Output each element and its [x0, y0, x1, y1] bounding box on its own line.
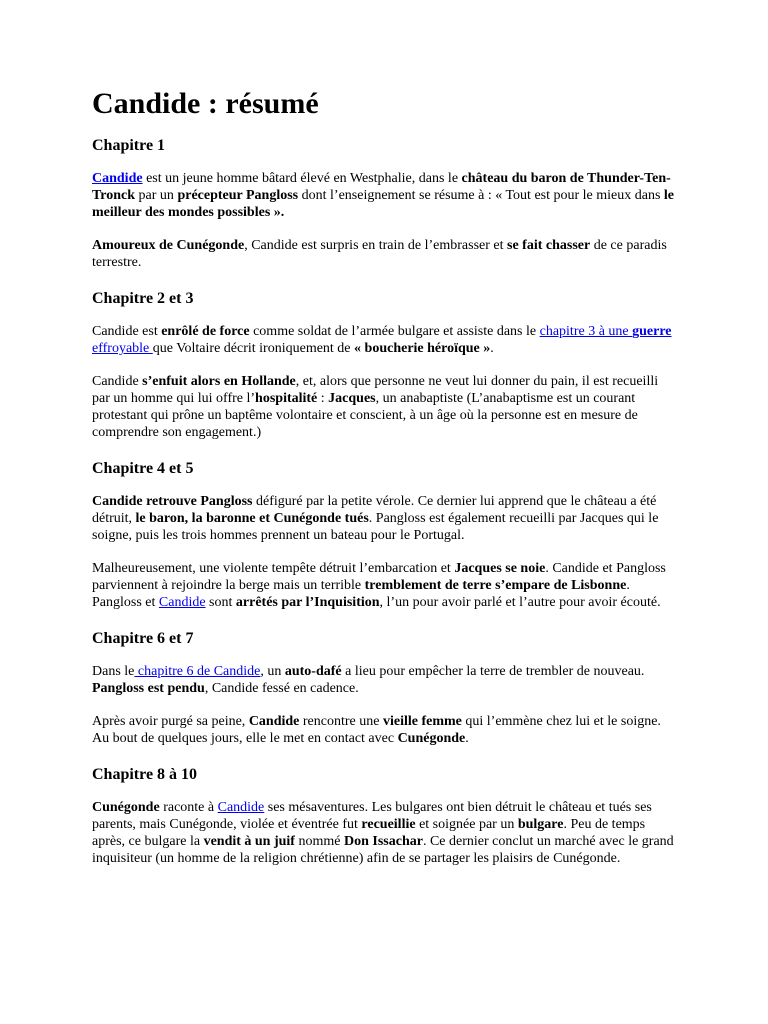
run-text: nommé [294, 834, 344, 849]
run-text: , l’un pour avoir parlé et l’autre pour avoir écouté. [379, 595, 661, 610]
run-bold: hospitalité [255, 391, 318, 406]
run-text: Malheureusement, une violente tempête détruit l’embarcation et [92, 561, 455, 576]
section-heading: Chapitre 6 et 7 [92, 630, 194, 647]
run-text: ses mésaventures. Les bulgares ont bien détruit le château et tués ses parents, mais Cunégonde, violée et éventrée fut [92, 800, 652, 832]
run-bold: Candide retrouve Pangloss [92, 494, 253, 509]
run-text: Après avoir purgé sa peine, [92, 714, 249, 729]
run-text: Candide [92, 374, 143, 389]
run-bold: précepteur Pangloss [177, 188, 299, 203]
run-bold: s’enfuit alors en Hollande [142, 374, 296, 389]
run-text: qui l’emmène chez lui et le soigne. Au bout de quelques jours, elle le met en contact avec [92, 714, 661, 746]
run-bold: Pangloss est pendu [92, 681, 205, 696]
paragraph [92, 799, 676, 867]
paragraph [92, 373, 676, 441]
run-text: dont l’enseignement se résume à : « Tout est pour le mieux dans [298, 188, 664, 203]
run-bold: Jacques se noie [454, 561, 546, 576]
run-text: . Peu de temps après, ce bulgare la [92, 817, 646, 849]
run-text: , et, alors que personne ne veut lui donner du pain, il est recueilli par un homme qui lui offre l’ [92, 374, 659, 406]
section-heading: Chapitre 8 à 10 [92, 766, 198, 783]
run-text: , Candide est surpris en train de l’embrasser et [244, 238, 508, 253]
link-candide[interactable] [92, 171, 143, 186]
run-text: comme soldat de l’armée bulgare et assiste dans le [249, 324, 540, 339]
run-text: est un jeune homme bâtard élevé en Westphalie, dans le [142, 171, 462, 186]
run-text: , un anabaptiste (L’anabaptisme est un courant protestant qui prône un baptême volontaire et conscient, à un âge où la personne est en mesure de comprendre son engagement.) [92, 391, 638, 440]
paragraph [92, 560, 676, 611]
run-text: . [490, 341, 494, 356]
run-text: . Pangloss et [92, 578, 630, 610]
run-text: Dans le [92, 664, 135, 679]
run-bold: bulgare [517, 817, 564, 832]
paragraph [92, 237, 676, 271]
run-text: . Candide et Pangloss parviennent à rejoindre la berge mais un terrible [92, 561, 666, 593]
run-bold: tremblement de terre s’empare de Lisbonne [364, 578, 627, 593]
run-bold: Candide [248, 714, 300, 729]
run-text: rencontre une [299, 714, 383, 729]
run-text: . Pangloss est également recueilli par Jacques qui le soigne, puis les trois hommes prennent un bateau pour le Portugal. [92, 511, 659, 543]
section-chapitre-8-a-10 [92, 765, 676, 867]
run-bold: se fait chasser [507, 238, 591, 253]
run-bold: le baron, la baronne et Cunégonde tués [135, 511, 369, 526]
run-bold: « boucherie héroïque » [354, 341, 491, 356]
paragraph [92, 493, 676, 544]
run-text: de ce paradis terrestre. [92, 238, 667, 270]
section-chapitre-6-et-7 [92, 629, 676, 747]
section-heading: Chapitre 2 et 3 [92, 290, 194, 307]
page-title: Candide : résumé [92, 87, 319, 120]
paragraph [92, 323, 676, 357]
run-bold: Cunégonde [92, 800, 160, 815]
run-text: défiguré par la petite vérole. Ce dernier lui apprend que le château a été détruit, [92, 494, 657, 526]
run-text: et soignée par un [415, 817, 518, 832]
run-text: que Voltaire décrit ironiquement de [152, 341, 355, 356]
run-text: sont [205, 595, 236, 610]
run-text: Candide est [92, 324, 162, 339]
run-bold: Don Issachar [343, 834, 423, 849]
section-heading: Chapitre 1 [92, 137, 166, 154]
run-link: effroyable [92, 341, 153, 356]
document-content [92, 86, 676, 883]
run-bold: enrôlé de force [161, 324, 250, 339]
run-bold: Jacques [328, 391, 376, 406]
run-bold: Cunégonde [397, 731, 466, 746]
section-chapitre-4-et-5 [92, 459, 676, 611]
section-heading: Chapitre 4 et 5 [92, 460, 194, 477]
link-candide[interactable]: Candide [158, 595, 206, 610]
run-text: . [465, 731, 469, 746]
paragraph [92, 170, 676, 221]
run-link: chapitre 3 à une [539, 324, 633, 339]
link-candide[interactable]: Candide [217, 800, 265, 815]
paragraph [92, 713, 676, 747]
run-bold: arrêtés par l’Inquisition [235, 595, 380, 610]
run-link-bold: guerre [632, 324, 672, 339]
run-text: . Ce dernier conclut un marché avec le grand inquisiteur (un homme de la religion chrétienne) afin de se partager les plaisirs de Cunégonde. [92, 834, 674, 866]
run-text: a lieu pour empêcher la terre de trembler de nouveau. [341, 664, 645, 679]
run-text: par un [135, 188, 178, 203]
run-text: , Candide fessé en cadence. [204, 681, 359, 696]
run-text: raconte à [159, 800, 218, 815]
paragraph [92, 663, 676, 697]
run-bold: vieille femme [382, 714, 462, 729]
section-chapitre-2-et-3 [92, 289, 676, 441]
run-bold: château du baron de Thunder-Ten-Tronck [92, 171, 671, 203]
section-chapitre-1 [92, 136, 676, 271]
run-text: , un [260, 664, 285, 679]
run-link: Candide [92, 171, 143, 186]
link-chapitre-6[interactable]: chapitre 6 de Candide [134, 664, 261, 679]
run-text: : [317, 391, 329, 406]
run-bold: Amoureux de Cunégonde [92, 238, 245, 253]
run-bold: recueillie [361, 817, 416, 832]
run-bold: vendit à un juif [203, 834, 295, 849]
run-bold: auto-dafé [284, 664, 342, 679]
run-bold: le meilleur des mondes possibles ». [92, 188, 675, 220]
